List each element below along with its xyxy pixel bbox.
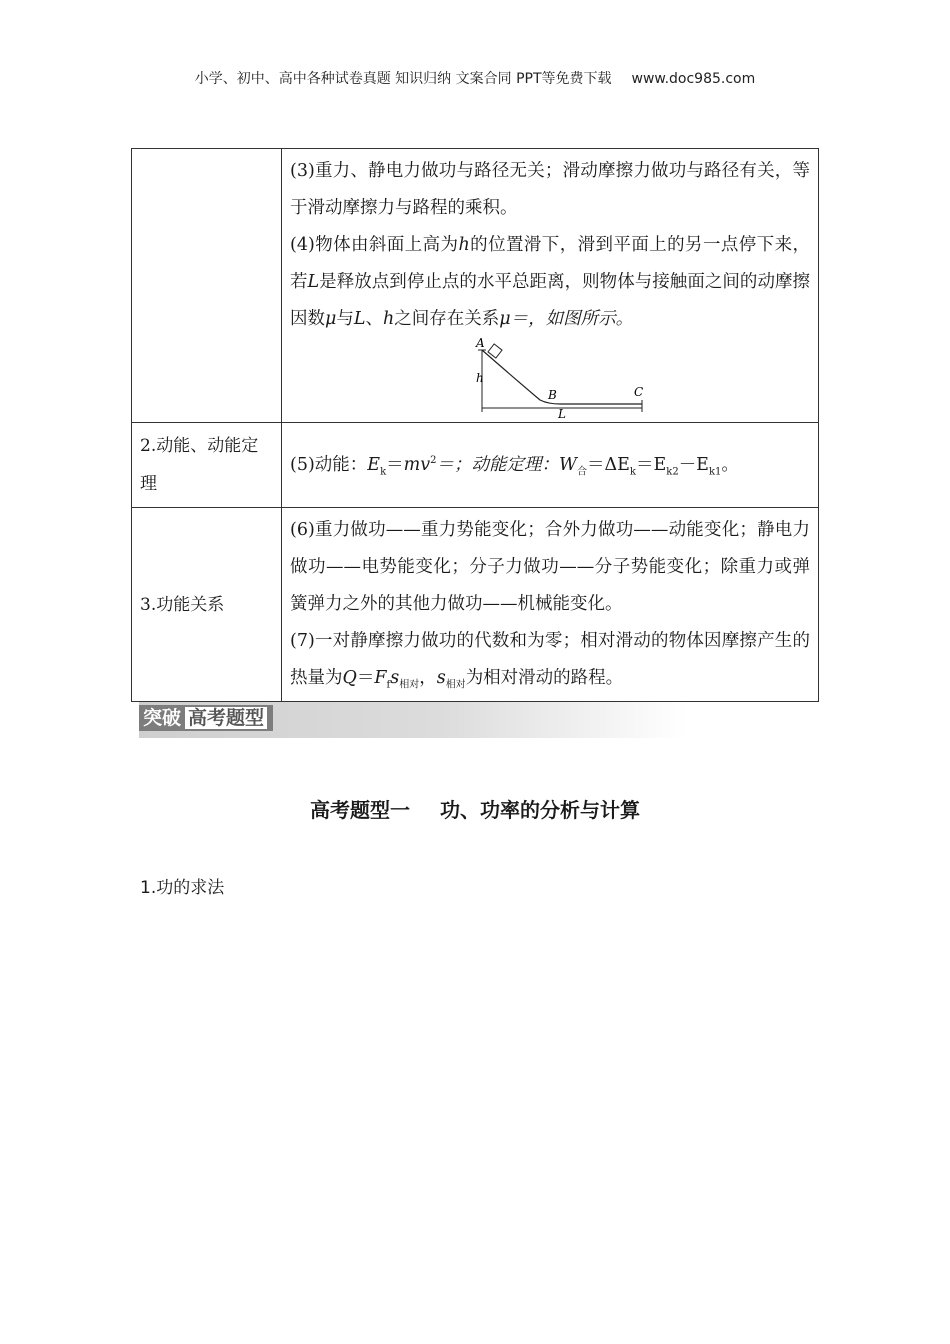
point-6: (6)重力做功——重力势能变化；合外力做功——动能变化；静电力做功——电势能变化；分子力做功——分子势能变化；除重力或弹簧弹力之外的其他力做功——机械能变化。 <box>290 520 810 614</box>
label-h: h <box>476 371 484 385</box>
header-url[interactable]: www.doc985.com <box>631 71 756 87</box>
row-label <box>132 149 282 423</box>
banner-left: 突破 <box>143 707 182 729</box>
page-header <box>0 68 950 88</box>
section-title: 高考题型一 功、功率的分析与计算 <box>310 798 640 822</box>
incline-figure <box>290 338 810 418</box>
point-4: (4)物体由斜面上高为h的位置滑下，滑到平面上的另一点停下来，若L是释放点到停止点的水平总距离，则物体与接触面之间的动摩擦因数μ与L、h之间存在关系μ＝，如图所示。 <box>290 235 810 329</box>
label-C: C <box>634 385 644 399</box>
point-5: (5)动能：$E_k=mv^2=$；动能定理：$W_合=\Delta E_k=E_{k2}-E_{k1}$。 <box>290 454 739 477</box>
banner-right: 高考题型 <box>183 705 269 731</box>
subheading: 1.功的求法 <box>140 878 225 898</box>
row-content <box>282 149 819 423</box>
label-A: A <box>476 338 485 350</box>
banner-badge <box>139 705 273 731</box>
label-L: L <box>558 407 566 418</box>
table-row <box>132 423 819 508</box>
row-content <box>282 423 819 508</box>
incline-diagram <box>470 338 650 418</box>
section-banner <box>139 702 687 738</box>
knowledge-table <box>131 148 819 702</box>
table-row <box>132 508 819 702</box>
row-label: 2.动能、动能定理 <box>132 423 282 508</box>
table-row <box>132 149 819 423</box>
point-3: (3)重力、静电力做功与路径无关；滑动摩擦力做功与路径有关，等于滑动摩擦力与路程的乘积。 <box>290 161 810 218</box>
row-content <box>282 508 819 702</box>
row-label: 3.功能关系 <box>132 508 282 702</box>
header-text: 小学、初中、高中各种试卷真题 知识归纳 文案合同 PPT等免费下载 <box>194 71 612 87</box>
point-7: (7)一对静摩擦力做功的代数和为零；相对滑动的物体因摩擦产生的热量为$Q=F_fs_{相对}$，$s_{相对}$为相对滑动的路程。 <box>290 631 810 691</box>
label-B: B <box>548 388 557 402</box>
